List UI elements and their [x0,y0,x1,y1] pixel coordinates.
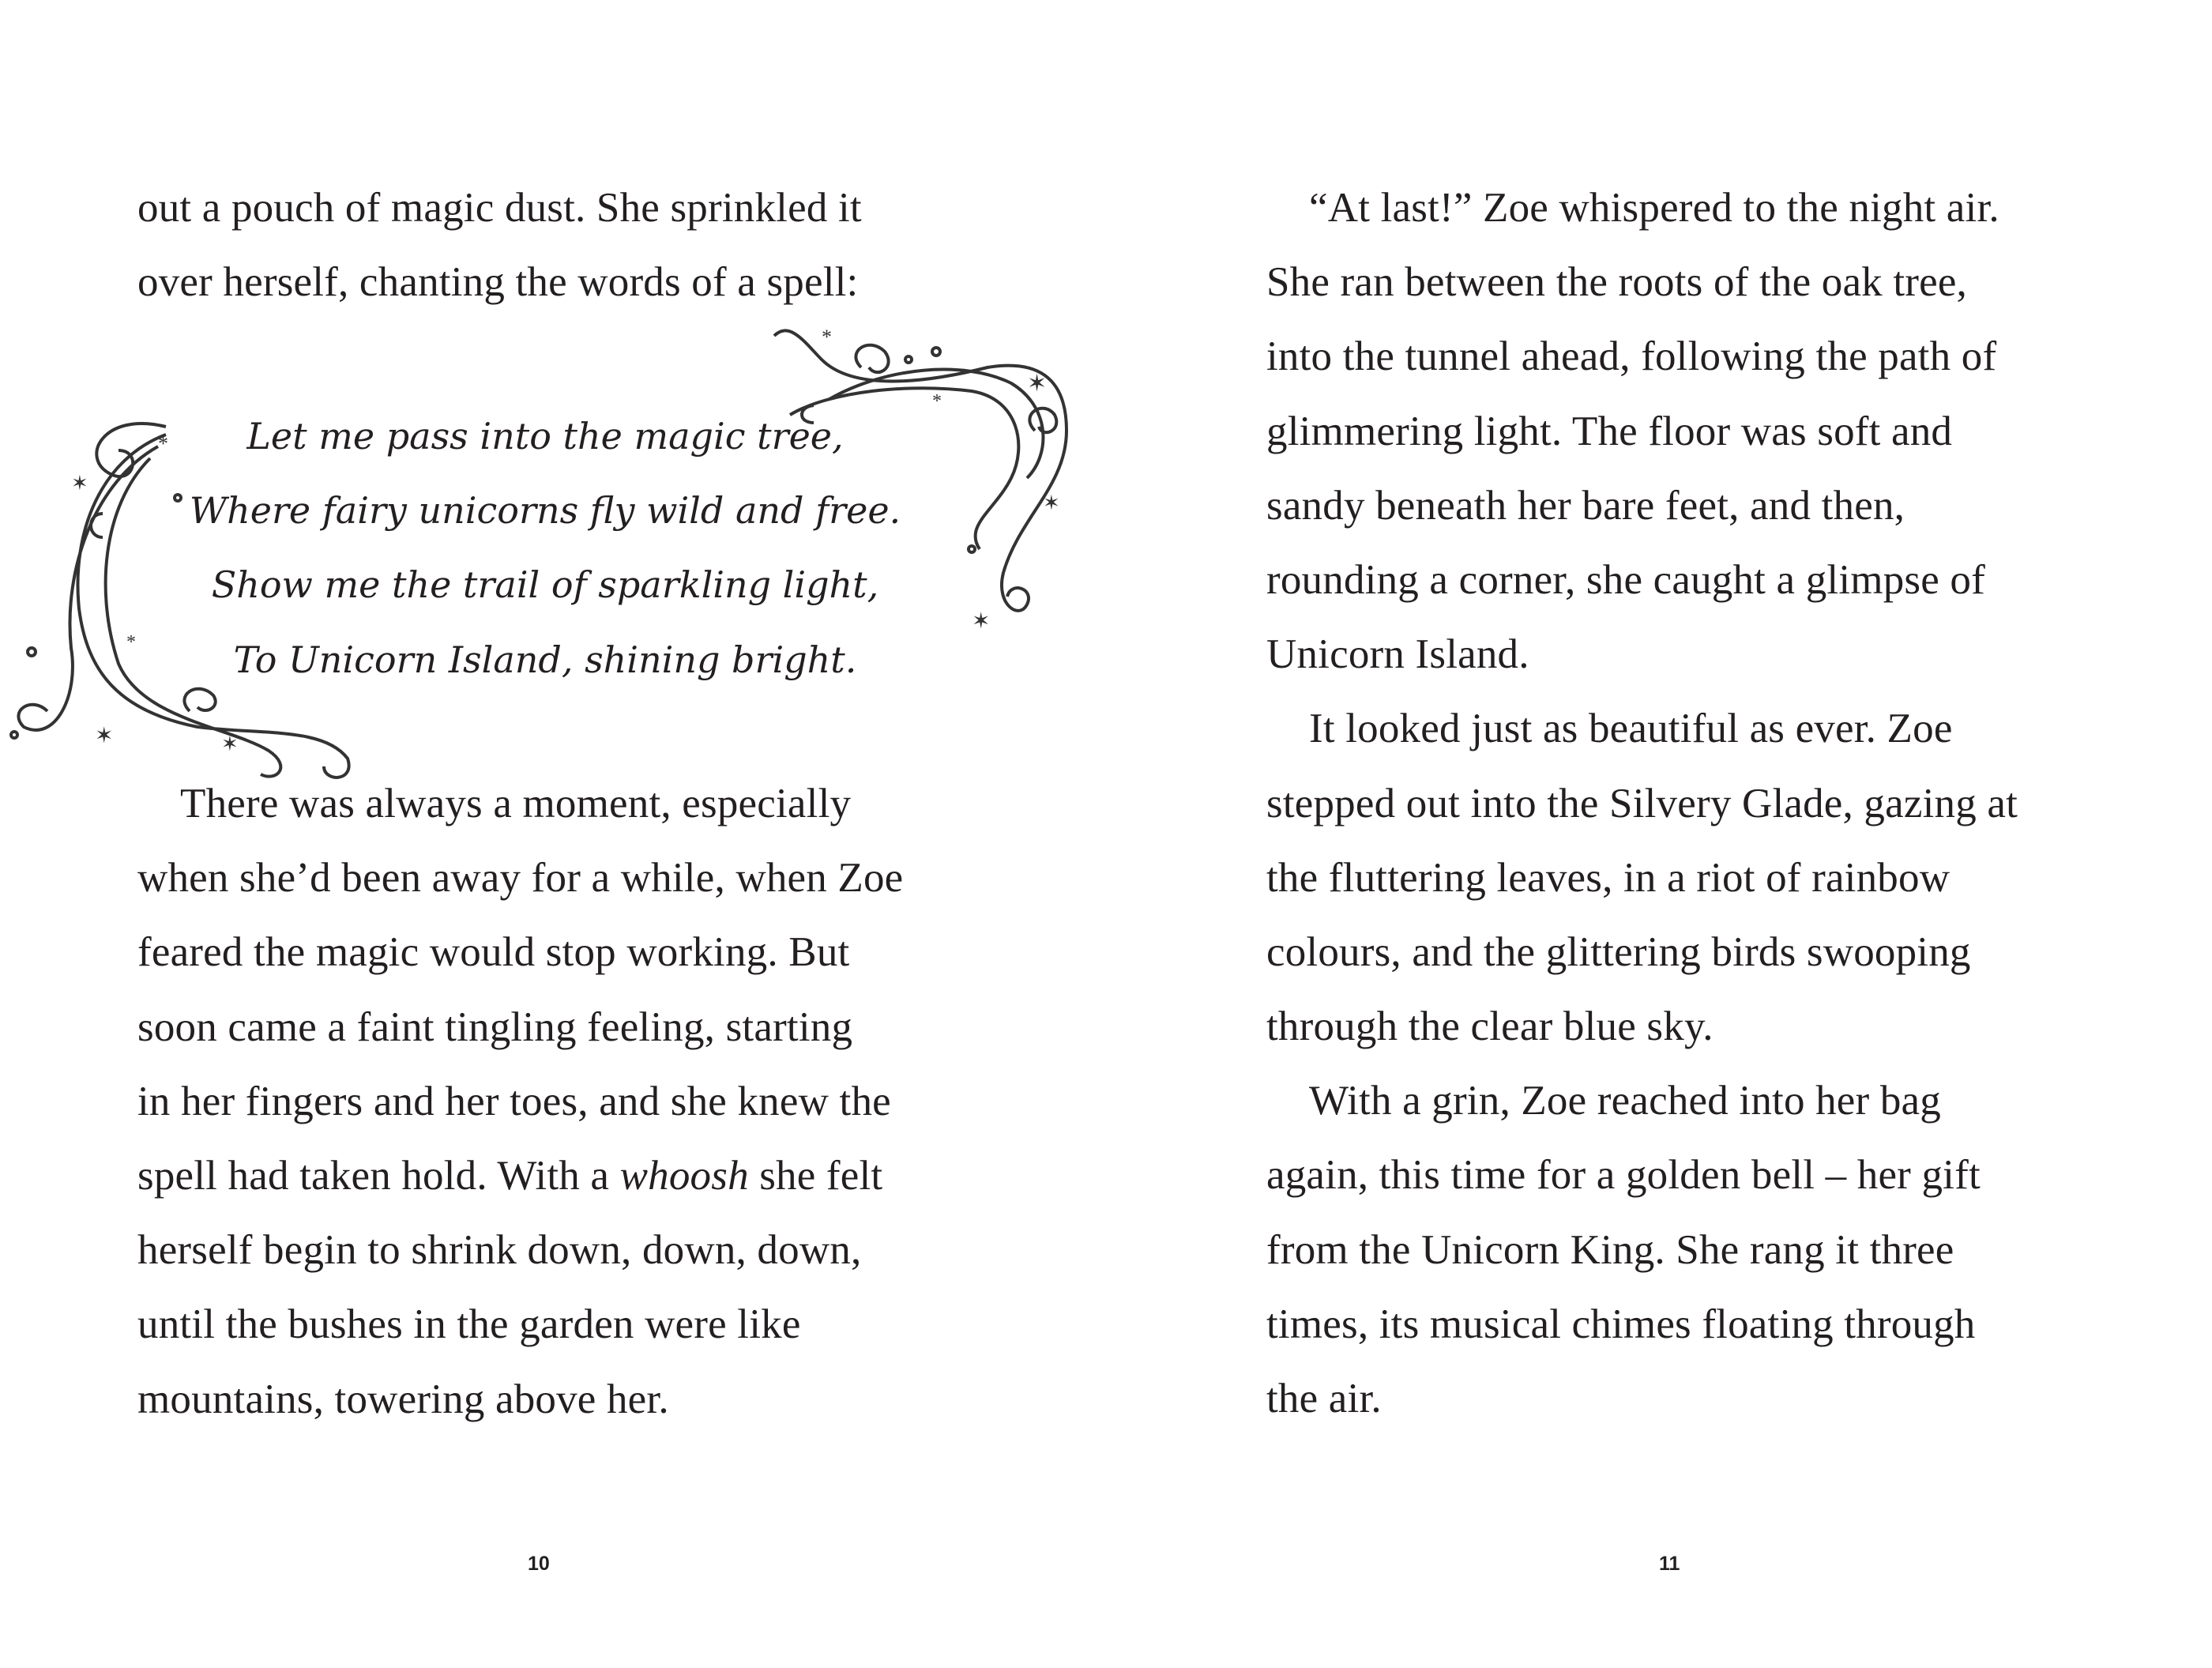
text-line: times, its musical chimes floating through [1266,1301,1976,1347]
page-number: 11 [1659,1553,1680,1575]
text-line: soon came a faint tingling feeling, starting [137,1003,853,1050]
text-line: stepped out into the Silvery Glade, gazing at [1266,780,2018,826]
svg-text:✶: ✶ [1043,491,1060,514]
text-line: into the tunnel ahead, following the path of [1266,333,1997,380]
text-line: the air. [1266,1376,1382,1421]
text-line: mountains, towering above her. [137,1376,669,1422]
svg-text:✶: ✶ [221,732,239,755]
text-line: With a grin, Zoe reached into her bag [1309,1078,1941,1124]
text-line [137,1139,903,1213]
text-line: through the clear blue sky. [1266,1003,1714,1050]
page-number: 10 [528,1553,550,1575]
text-line: out a pouch of magic dust. She sprinkled it [137,185,862,231]
body-paragraph [137,766,903,1436]
text-line: It looked just as beautiful as ever. Zoe [1309,706,1953,752]
svg-text:*: * [932,391,942,412]
svg-text:*: * [158,432,168,455]
text-line: rounding a corner, she caught a glimpse of [1266,556,1985,603]
text-line: She ran between the roots of the oak tree, [1266,259,1967,306]
text-line: sandy beneath her bare feet, and then, [1266,482,1905,529]
text-line: again, this time for a golden bell – her gift [1266,1152,1981,1199]
text-line: feared the magic would stop working. But [137,929,850,976]
intro-paragraph [137,171,862,319]
svg-text:✶: ✶ [972,609,991,634]
text-segment: she felt [748,1152,883,1199]
text-line: herself begin to shrink down, down, down, [137,1227,862,1274]
text-line: the fluttering leaves, in a riot of rainbow [1266,854,1951,901]
text-line: There was always a moment, especially [180,781,852,826]
text-line: in her fingers and her toes, and she knew the [137,1078,891,1124]
right-page [1106,0,2212,1668]
svg-text:✶: ✶ [1027,371,1048,397]
svg-text:*: * [126,632,136,653]
poem-line: Let me pass into the magic tree, [246,415,844,457]
poem-line: Show me the trail of sparkling light, [211,563,879,607]
text-segment: spell had taken hold. With a [137,1152,620,1199]
svg-text:*: * [822,326,832,348]
text-line: glimmering light. The floor was soft and [1266,408,1953,454]
italic-word: whoosh [619,1152,749,1199]
svg-text:✶: ✶ [95,724,114,748]
body-paragraph [1266,171,2018,1436]
text-line: until the bushes in the garden were like [137,1301,801,1348]
text-line: “At last!” Zoe whispered to the night air. [1309,185,1999,231]
text-line: Unicorn Island. [1266,631,1529,678]
poem-line: To Unicorn Island, shining bright. [233,638,857,681]
text-line: colours, and the glittering birds swooping [1266,928,1971,975]
text-line: over herself, chanting the words of a spell: [137,259,859,306]
poem-line: Where fairy unicorns fly wild and free. [189,489,901,533]
text-line: when she’d been away for a while, when Zoe [137,855,904,902]
svg-text:✶: ✶ [71,472,88,495]
text-line: from the Unicorn King. She rang it three [1266,1226,1954,1273]
spell-poem [150,399,940,697]
